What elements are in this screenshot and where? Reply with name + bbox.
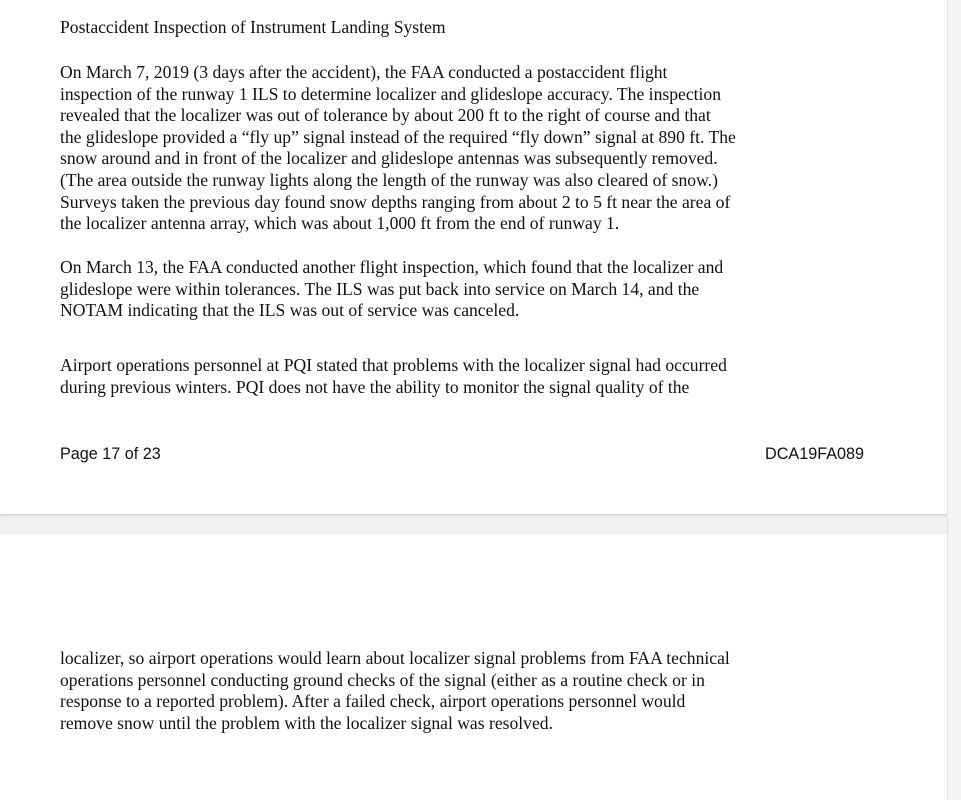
paragraph-flight-inspection: On March 7, 2019 (3 days after the accident), the FAA conducted a postaccident flight inspection of the runway 1 ILS to determine localizer and glideslope accuracy. The inspection revealed that the localizer was out of tolerance by about 200 ft to the right of course and that the glideslope provided a “fly up” signal instead of the required “fly down” signal at 890 ft. The snow around and in front of the localizer and glideslope antennas was subsequently removed. (The area outside the runway lights along the length of the runway was also cleared of snow.) Surveys taken the previous day found snow depths ranging from about 2 to 5 ft near the area of the localizer antenna array, which was about 1,000 ft from the end of runway 1. <box>60 62 736 234</box>
paragraph-second-inspection: On March 13, the FAA conducted another flight inspection, which found that the localizer and glideslope were within tolerances. The ILS was put back into service on March 14, and the NOTAM indicating that the ILS was out of service was canceled. <box>60 257 724 321</box>
section-heading: Postaccident Inspection of Instrument Landing System <box>60 17 446 37</box>
report-id: DCA19FA089 <box>765 445 864 463</box>
paragraph-airport-operations: Airport operations personnel at PQI stated that problems with the localizer signal had occurred during previous winters. PQI does not have the ability to monitor the signal quality of the <box>60 355 727 397</box>
paragraph-continuation: localizer, so airport operations would learn about localizer signal problems from FAA technical operations personnel conducting ground checks of the signal (either as a routine check or in response to a reported problem). After a failed check, airport operations personnel would remove snow until the problem with the localizer signal was resolved. <box>60 648 730 733</box>
scrollbar-track[interactable] <box>947 0 961 800</box>
page-number: Page 17 of 23 <box>60 445 161 463</box>
